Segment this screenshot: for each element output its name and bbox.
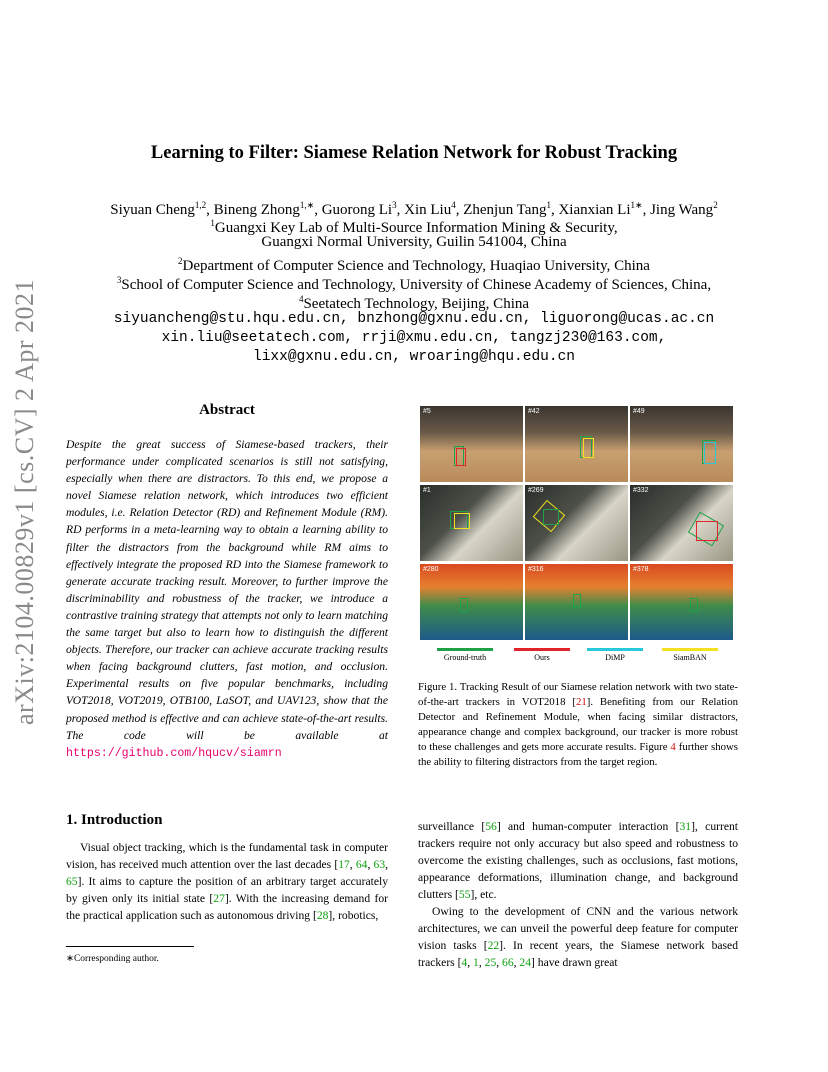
frame-number: #316 [528,566,544,573]
citation-link[interactable]: 28 [316,909,329,923]
intro-heading: 1. Introduction [66,812,163,828]
legend-swatch [514,648,570,651]
frame-number: #378 [633,566,649,573]
legend-ground-truth [435,648,495,662]
author-name: Jing Wang [650,202,714,218]
author-separator: , [396,202,405,218]
email-line-2: xin.liu@seetatech.com, rrji@xmu.edu.cn, tangzj230@163.com, [161,330,667,346]
author-separator: , [455,202,464,218]
frame-tile [525,485,628,561]
email-line-3: lixx@gxnu.edu.cn, wroaring@hqu.edu.cn [253,349,575,365]
frame-number: #42 [528,408,540,415]
author-separator: , [314,202,322,218]
citation-link[interactable]: 55 [458,888,471,902]
frame-tile [630,485,733,561]
intro-right-paragraph-1: surveillance [56] and human-computer interaction [31], current trackers require not only accuracy but also speed and robustness to overcome the existing challenges, such as occlusions, fast motions, appearance deformations, illumination change, and background clutters [55], etc. [418,820,738,902]
frame-number: #269 [528,487,544,494]
affiliation-1-cont-text: Guangxi Normal University, Guilin 541004, China [261,234,567,250]
citation-link[interactable]: 63 [373,858,386,872]
citation-link[interactable]: 25 [484,956,497,970]
frame-number: #5 [423,408,431,415]
affiliation-2-text: Department of Computer Science and Technology, Huaqiao University, China [182,258,650,274]
affiliation-4-text: Seetatech Technology, Beijing, China [303,296,530,312]
frame-number: #1 [423,487,431,494]
siamban-box [583,438,594,458]
author-name: Xianxian Li [558,202,631,218]
author-separator: , [642,202,651,218]
siamban-box [454,513,470,529]
legend-swatch [662,648,718,651]
legend-dimp [585,648,645,662]
author-affiliation-sup: 2 [713,200,718,210]
figure-1-image-grid [420,406,733,640]
affiliation-3-sup: 3 [116,275,122,285]
citation-link[interactable]: 4 [461,956,468,970]
ground-truth-box [690,598,698,612]
frame-tile [630,406,733,482]
frame-tile [630,564,733,640]
author-affiliation-sup: 1 [546,200,551,210]
citation-link[interactable]: 21 [575,696,587,708]
legend-label: Ground-truth [443,653,487,662]
figure-1-legend [420,648,733,664]
citation-link[interactable]: 24 [519,956,532,970]
affiliation-1-text: Guangxi Key Lab of Multi-Source Information Mining & Security, [214,220,618,236]
citation-link[interactable]: 27 [213,892,225,906]
author-affiliation-sup: 1,2 [194,200,207,210]
frame-tile [525,406,628,482]
legend-swatch [587,648,643,651]
author-name: Xin Liu [404,202,452,218]
frame-tile [420,485,523,561]
citation-link[interactable]: 64 [355,858,368,872]
author-separator: , [206,202,214,218]
frame-tile [420,406,523,482]
legend-siamban [660,648,720,662]
author-name: Siyuan Cheng [110,202,195,218]
ground-truth-box [573,594,581,608]
code-link[interactable]: https://github.com/hqucv/siamrn [66,746,282,760]
affiliation-2-sup: 2 [178,256,183,266]
author-affiliation-sup: 3 [392,200,397,210]
affiliation-4-sup: 4 [298,294,304,304]
intro-right-paragraph-2: Owing to the development of CNN and the various network architectures, we can unveil the powerful deep feature for computer vision tasks [22]. In recent years, the Siamese network based trackers [4, 1, 25, 66, 24] have drawn great [418,905,738,970]
author-affiliation-sup: 4 [451,200,456,210]
ours-box [456,448,466,466]
footnote-rule [66,946,194,947]
citation-link[interactable]: 65 [66,875,78,889]
ground-truth-box [543,509,559,525]
frame-number: #49 [633,408,645,415]
figure-1-caption: Figure 1. Tracking Result of our Siamese relation network with two state-of-the-art trackers in VOT2018 [21]. Benefiting from our Relation Detector and Refinement Module, when facing similar distractors, appearance change and complex background, our tracker is more robust to these challenges and gets more accurate results. Figure 4 further shows the ability to filtering distractors from the target region. [418,681,738,768]
abstract-heading: Abstract [199,402,255,418]
citation-link[interactable]: 56 [485,820,497,833]
author-name: Zhenjun Tang [463,202,547,218]
citation-link[interactable]: 66 [502,956,514,970]
author-name: Guorong Li [321,202,393,218]
frame-number: #280 [423,566,439,573]
citation-link[interactable]: 1 [473,956,479,970]
frame-tile [525,564,628,640]
legend-label: Ours [534,653,550,662]
dimp-box [704,442,716,464]
figure-ref-link[interactable]: 4 [670,741,676,753]
frame-tile [420,564,523,640]
legend-swatch [437,648,493,651]
citation-link[interactable]: 31 [679,820,692,833]
citation-link[interactable]: 17 [338,858,350,872]
author-name: Bineng Zhong [213,202,300,218]
arxiv-stamp: arXiv:2104.00829v1 [cs.CV] 2 Apr 2021 [10,278,39,725]
author-affiliation-sup: 1,∗ [299,200,315,210]
email-line-1: siyuancheng@stu.hqu.edu.cn, bnzhong@gxnu.edu.cn, liguorong@ucas.ac.cn [113,311,715,327]
footnote: ∗Corresponding author. [66,954,159,964]
legend-ours [512,648,572,662]
affiliation-1-cont [60,233,768,252]
intro-paragraph-1: Visual object tracking, which is the fundamental task in computer vision, has received much attention over the last decades [17, 64, 63, 65]. It aims to capture the position of an arbitrary target accurately by given only its initial state [27]. With the increasing demand for the practical application such as autonomous driving [28], robotics, [66,841,389,923]
author-separator: , [550,202,559,218]
affiliation-1-sup: 1 [210,218,215,228]
citation-link[interactable]: 22 [487,939,500,953]
ground-truth-box [460,598,468,612]
paper-title: Learning to Filter: Siamese Relation Network for Robust Tracking [150,143,678,163]
legend-label: DiMP [605,653,625,662]
ours-box [696,521,718,541]
legend-label: SiamBAN [673,653,707,662]
author-affiliation-sup: 1∗ [630,200,643,210]
affiliation-3-text: School of Computer Science and Technology, University of Chinese Academy of Sciences, China, [121,277,712,293]
abstract-body [66,436,388,762]
abstract-text: Despite the great success of Siamese-based trackers, their performance under complicated scenarios is still not satisfying, especially when there are distractors. To this end, we propose a novel Siamese relation network, which introduces two efficient modules, i.e. Relation Detector (RD) and Refinement Module (RM). RD performs in a meta-learning way to obtain a learning ability to filter the distractors from the background while RM aims to effectively integrate the proposed RD into the Siamese framework to generate accurate tracking result. Moreover, to further improve the discriminability and robustness of the tracker, we introduce a contrastive training strategy that attempts not only to learn matching the same target but also to learn how to distinguish the different objects. Therefore, our tracker can achieve accurate tracking results when facing background clutters, fast motion, and occlusion. Experimental results on five popular benchmarks, including VOT2018, VOT2019, OTB100, LaSOT, and UAV123, show that the proposed method is effective and can achieve state-of-the-art results. The code will be available at [66,438,388,742]
frame-number: #332 [633,487,649,494]
